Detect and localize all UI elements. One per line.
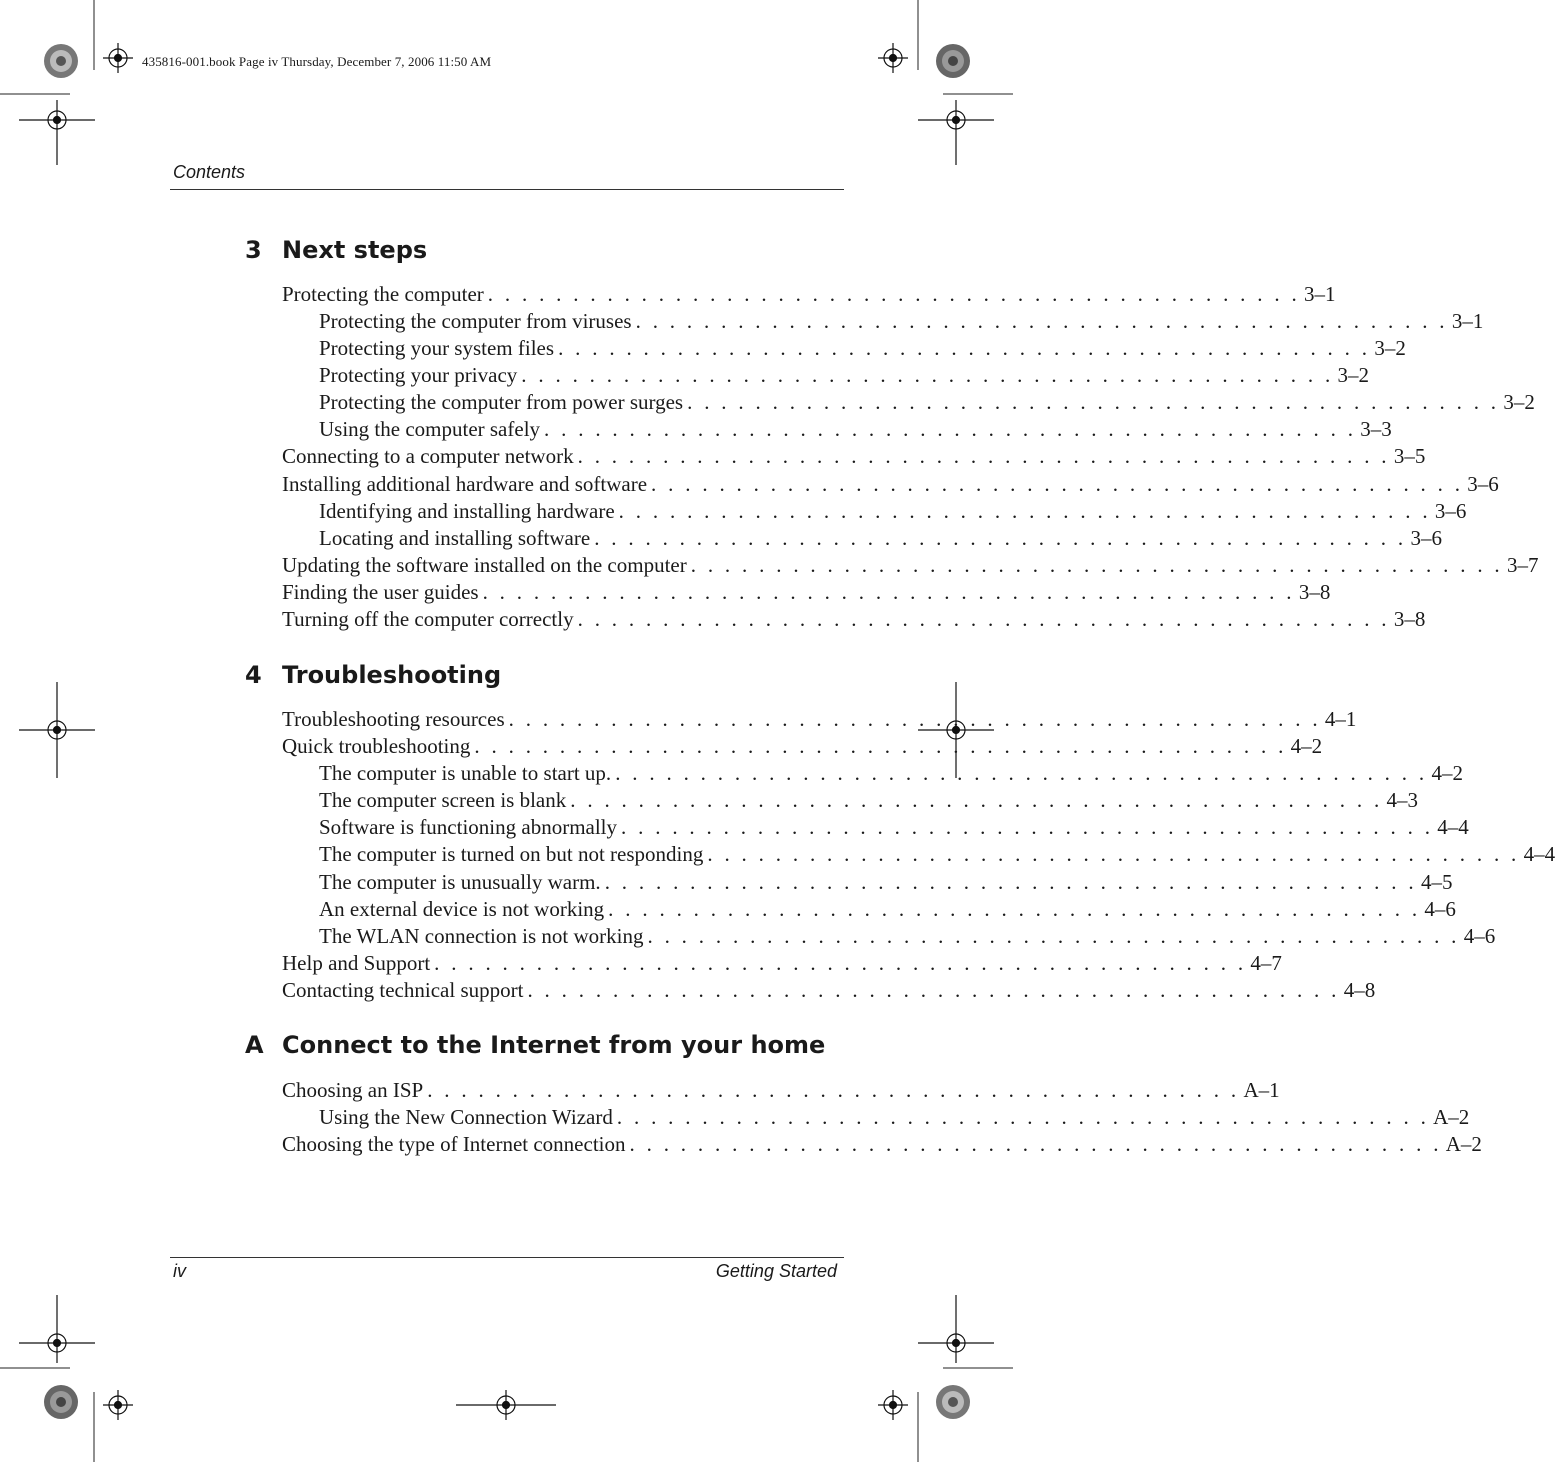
toc-entry-page: A–1 — [1243, 1078, 1280, 1102]
dot-leader: . . . . . . . . . . . . . . . . . . . . . . . . . . . . . . . . . . . . . . . . . . . . . . . . — [621, 815, 1434, 839]
toc-entry[interactable] — [319, 308, 1484, 335]
toc-entry[interactable] — [319, 498, 1467, 525]
dot-leader: . . . . . . . . . . . . . . . . . . . . . . . . . . . . . . . . . . . . . . . . . . . . . . . . — [608, 897, 1421, 921]
toc-entry-title: Installing additional hardware and software — [282, 472, 648, 496]
chapter-title: Troubleshooting — [282, 661, 502, 689]
toc-entry-title: Protecting your system files — [319, 336, 555, 360]
toc-entry-title: An external device is not working — [319, 897, 605, 921]
header-rule — [170, 189, 844, 190]
chapter-heading — [245, 661, 501, 689]
toc-entry-title: Protecting the computer — [282, 282, 484, 306]
toc-entry[interactable] — [282, 552, 1539, 579]
dot-leader: . . . . . . . . . . . . . . . . . . . . . . . . . . . . . . . . . . . . . . . . . . . . . . . . — [616, 1105, 1430, 1129]
toc-entry-title: The computer is turned on but not responding — [319, 842, 704, 866]
dot-leader: . . . . . . . . . . . . . . . . . . . . . . . . . . . . . . . . . . . . . . . . . . . . . . . . — [629, 1132, 1442, 1156]
toc-entry-page: A–2 — [1445, 1132, 1482, 1156]
toc-entry-title: Protecting your privacy — [319, 363, 518, 387]
dot-leader: . . . . . . . . . . . . . . . . . . . . . . . . . . . . . . . . . . . . . . . . . . . . . . . . — [615, 761, 1428, 785]
toc-entry-page: A–2 — [1433, 1105, 1470, 1129]
toc-entry-page: 3–7 — [1506, 553, 1539, 577]
dot-leader: . . . . . . . . . . . . . . . . . . . . . . . . . . . . . . . . . . . . . . . . . . . . . . . . — [707, 842, 1520, 866]
toc-entry-page: 4–2 — [1290, 734, 1323, 758]
running-head: Contents — [173, 162, 246, 182]
toc-entry-page: 3–5 — [1393, 444, 1426, 468]
toc-entry-title: Identifying and installing hardware — [319, 499, 615, 523]
toc-entry-title: Choosing an ISP — [282, 1078, 424, 1102]
footer-rule — [170, 1257, 844, 1258]
toc-entry-page: 4–6 — [1424, 897, 1456, 921]
toc-entry[interactable] — [319, 389, 1535, 416]
toc-entry[interactable] — [282, 733, 1323, 760]
dot-leader: . . . . . . . . . . . . . . . . . . . . . . . . . . . . . . . . . . . . . . . . . . . . . . . . — [690, 553, 1503, 577]
toc-entry[interactable] — [319, 923, 1496, 950]
toc-entry-title: Protecting the computer from power surges — [319, 390, 684, 414]
toc-entry[interactable] — [282, 579, 1331, 606]
dot-leader: . . . . . . . . . . . . . . . . . . . . . . . . . . . . . . . . . . . . . . . . . . . . . . . . — [687, 390, 1500, 414]
dot-leader: . . . . . . . . . . . . . . . . . . . . . . . . . . . . . . . . . . . . . . . . . . . . . . . . — [577, 444, 1390, 468]
toc-entry-title: The WLAN connection is not working — [319, 924, 644, 948]
toc-entry-page: 3–6 — [1467, 472, 1499, 496]
toc-entry[interactable] — [282, 606, 1426, 633]
dot-leader: . . . . . . . . . . . . . . . . . . . . . . . . . . . . . . . . . . . . . . . . . . . . . . . . — [651, 472, 1464, 496]
toc-entry-page: 4–8 — [1343, 978, 1376, 1002]
toc-entry[interactable] — [319, 760, 1463, 787]
toc-entry-title: Troubleshooting resources — [282, 707, 505, 731]
dot-leader: . . . . . . . . . . . . . . . . . . . . . . . . . . . . . . . . . . . . . . . . . . . . . . . . — [487, 282, 1301, 306]
toc-entry-title: Connecting to a computer network — [282, 444, 574, 468]
toc-entry-page: 4–4 — [1523, 842, 1555, 866]
toc-entry-page: 3–2 — [1503, 390, 1535, 414]
toc-entry-page: 4–1 — [1324, 707, 1357, 731]
chapter-heading — [245, 236, 427, 264]
toc-entry-title: Contacting technical support — [282, 978, 524, 1002]
dot-leader: . . . . . . . . . . . . . . . . . . . . . . . . . . . . . . . . . . . . . . . . . . . . . . . . — [544, 417, 1357, 441]
toc-entry-page: 4–7 — [1250, 951, 1282, 975]
dot-leader: . . . . . . . . . . . . . . . . . . . . . . . . . . . . . . . . . . . . . . . . . . . . . . . . — [508, 707, 1321, 731]
toc-entry[interactable] — [282, 977, 1376, 1004]
toc-entry-page: 4–2 — [1431, 761, 1463, 785]
toc-entry[interactable] — [282, 1131, 1482, 1158]
chapter-number: A — [245, 1031, 264, 1059]
chapter-number: 3 — [245, 236, 262, 264]
dot-leader: . . . . . . . . . . . . . . . . . . . . . . . . . . . . . . . . . . . . . . . . . . . . . . . . — [594, 526, 1407, 550]
toc-entry[interactable] — [282, 471, 1499, 498]
dot-leader: . . . . . . . . . . . . . . . . . . . . . . . . . . . . . . . . . . . . . . . . . . . . . . . . — [577, 607, 1390, 631]
toc-entry-title: Quick troubleshooting — [282, 734, 471, 758]
dot-leader: . . . . . . . . . . . . . . . . . . . . . . . . . . . . . . . . . . . . . . . . . . . . . . . . — [434, 951, 1247, 975]
dot-leader: . . . . . . . . . . . . . . . . . . . . . . . . . . . . . . . . . . . . . . . . . . . . . . . . — [427, 1078, 1240, 1102]
toc-entry-title: Choosing the type of Internet connection — [282, 1132, 626, 1156]
toc-entry-title: Software is functioning abnormally — [319, 815, 618, 839]
dot-leader: . . . . . . . . . . . . . . . . . . . . . . . . . . . . . . . . . . . . . . . . . . . . . . . . — [604, 870, 1417, 894]
toc-entry-page: 4–3 — [1386, 788, 1418, 812]
toc-entry-title: Using the New Connection Wizard — [319, 1105, 613, 1129]
toc-entry[interactable] — [282, 281, 1336, 308]
toc-entry-page: 3–1 — [1304, 282, 1336, 306]
toc-entry-page: 3–2 — [1337, 363, 1370, 387]
toc-entry[interactable] — [319, 869, 1453, 896]
dot-leader: . . . . . . . . . . . . . . . . . . . . . . . . . . . . . . . . . . . . . . . . . . . . . . . . — [635, 309, 1448, 333]
dot-leader: . . . . . . . . . . . . . . . . . . . . . . . . . . . . . . . . . . . . . . . . . . . . . . . . — [570, 788, 1383, 812]
dot-leader: . . . . . . . . . . . . . . . . . . . . . . . . . . . . . . . . . . . . . . . . . . . . . . . . — [521, 363, 1334, 387]
toc-entry-title: Updating the software installed on the computer — [282, 553, 687, 577]
dot-leader: . . . . . . . . . . . . . . . . . . . . . . . . . . . . . . . . . . . . . . . . . . . . . . . . — [647, 924, 1460, 948]
page-number: iv — [173, 1261, 186, 1281]
toc-entry[interactable] — [319, 416, 1392, 443]
toc-entry[interactable] — [282, 1077, 1280, 1104]
toc-entry[interactable] — [319, 525, 1442, 552]
toc-entry[interactable] — [319, 814, 1469, 841]
dot-leader: . . . . . . . . . . . . . . . . . . . . . . . . . . . . . . . . . . . . . . . . . . . . . . . . — [482, 580, 1295, 604]
toc-entry-page: 3–6 — [1434, 499, 1467, 523]
toc-entry[interactable] — [282, 706, 1357, 733]
toc-entry[interactable] — [319, 896, 1456, 923]
toc-entry-page: 3–2 — [1374, 336, 1406, 360]
toc-entry-page: 3–6 — [1410, 526, 1442, 550]
toc-entry-title: The computer is unusually warm. — [319, 870, 601, 894]
toc-entry-title: Using the computer safely — [319, 417, 541, 441]
toc-entry[interactable] — [282, 950, 1282, 977]
toc-entry-title: Protecting the computer from viruses — [319, 309, 632, 333]
toc-entry-page: 4–5 — [1420, 870, 1453, 894]
toc-entry[interactable] — [319, 335, 1406, 362]
book-title: Getting Started — [715, 1261, 837, 1281]
toc-entry-page: 3–8 — [1393, 607, 1426, 631]
toc-entry-title: Finding the user guides — [282, 580, 479, 604]
dot-leader: . . . . . . . . . . . . . . . . . . . . . . . . . . . . . . . . . . . . . . . . . . . . . . . . — [618, 499, 1431, 523]
chapter-title: Connect to the Internet from your home — [282, 1031, 826, 1059]
toc-entry-title: Help and Support — [282, 951, 431, 975]
toc-entry[interactable] — [319, 1104, 1470, 1131]
dot-leader: . . . . . . . . . . . . . . . . . . . . . . . . . . . . . . . . . . . . . . . . . . . . . . . . — [474, 734, 1287, 758]
toc-entry-page: 3–8 — [1298, 580, 1331, 604]
toc-entry-title: The computer screen is blank — [319, 788, 567, 812]
toc-entry[interactable] — [319, 787, 1418, 814]
toc-entry-title: Turning off the computer correctly — [282, 607, 574, 631]
toc-entry-title: Locating and installing software — [319, 526, 591, 550]
dot-leader: . . . . . . . . . . . . . . . . . . . . . . . . . . . . . . . . . . . . . . . . . . . . . . . . — [527, 978, 1340, 1002]
print-slug: 435816-001.book Page iv Thursday, December 7, 2006 11:50 AM — [142, 54, 492, 69]
toc-entry-page: 4–4 — [1437, 815, 1469, 839]
toc-entry-title: The computer is unable to start up. — [319, 761, 612, 785]
chapter-number: 4 — [245, 661, 262, 689]
chapter-title: Next steps — [282, 236, 428, 264]
toc-entry[interactable] — [319, 362, 1370, 389]
toc-entry-page: 4–6 — [1463, 924, 1496, 948]
toc-entry-page: 3–1 — [1451, 309, 1484, 333]
toc-entry-page: 3–3 — [1360, 417, 1392, 441]
dot-leader: . . . . . . . . . . . . . . . . . . . . . . . . . . . . . . . . . . . . . . . . . . . . . . . . — [558, 336, 1371, 360]
chapter-heading — [245, 1031, 825, 1059]
toc-entry[interactable] — [319, 841, 1555, 868]
toc-entry[interactable] — [282, 443, 1426, 470]
